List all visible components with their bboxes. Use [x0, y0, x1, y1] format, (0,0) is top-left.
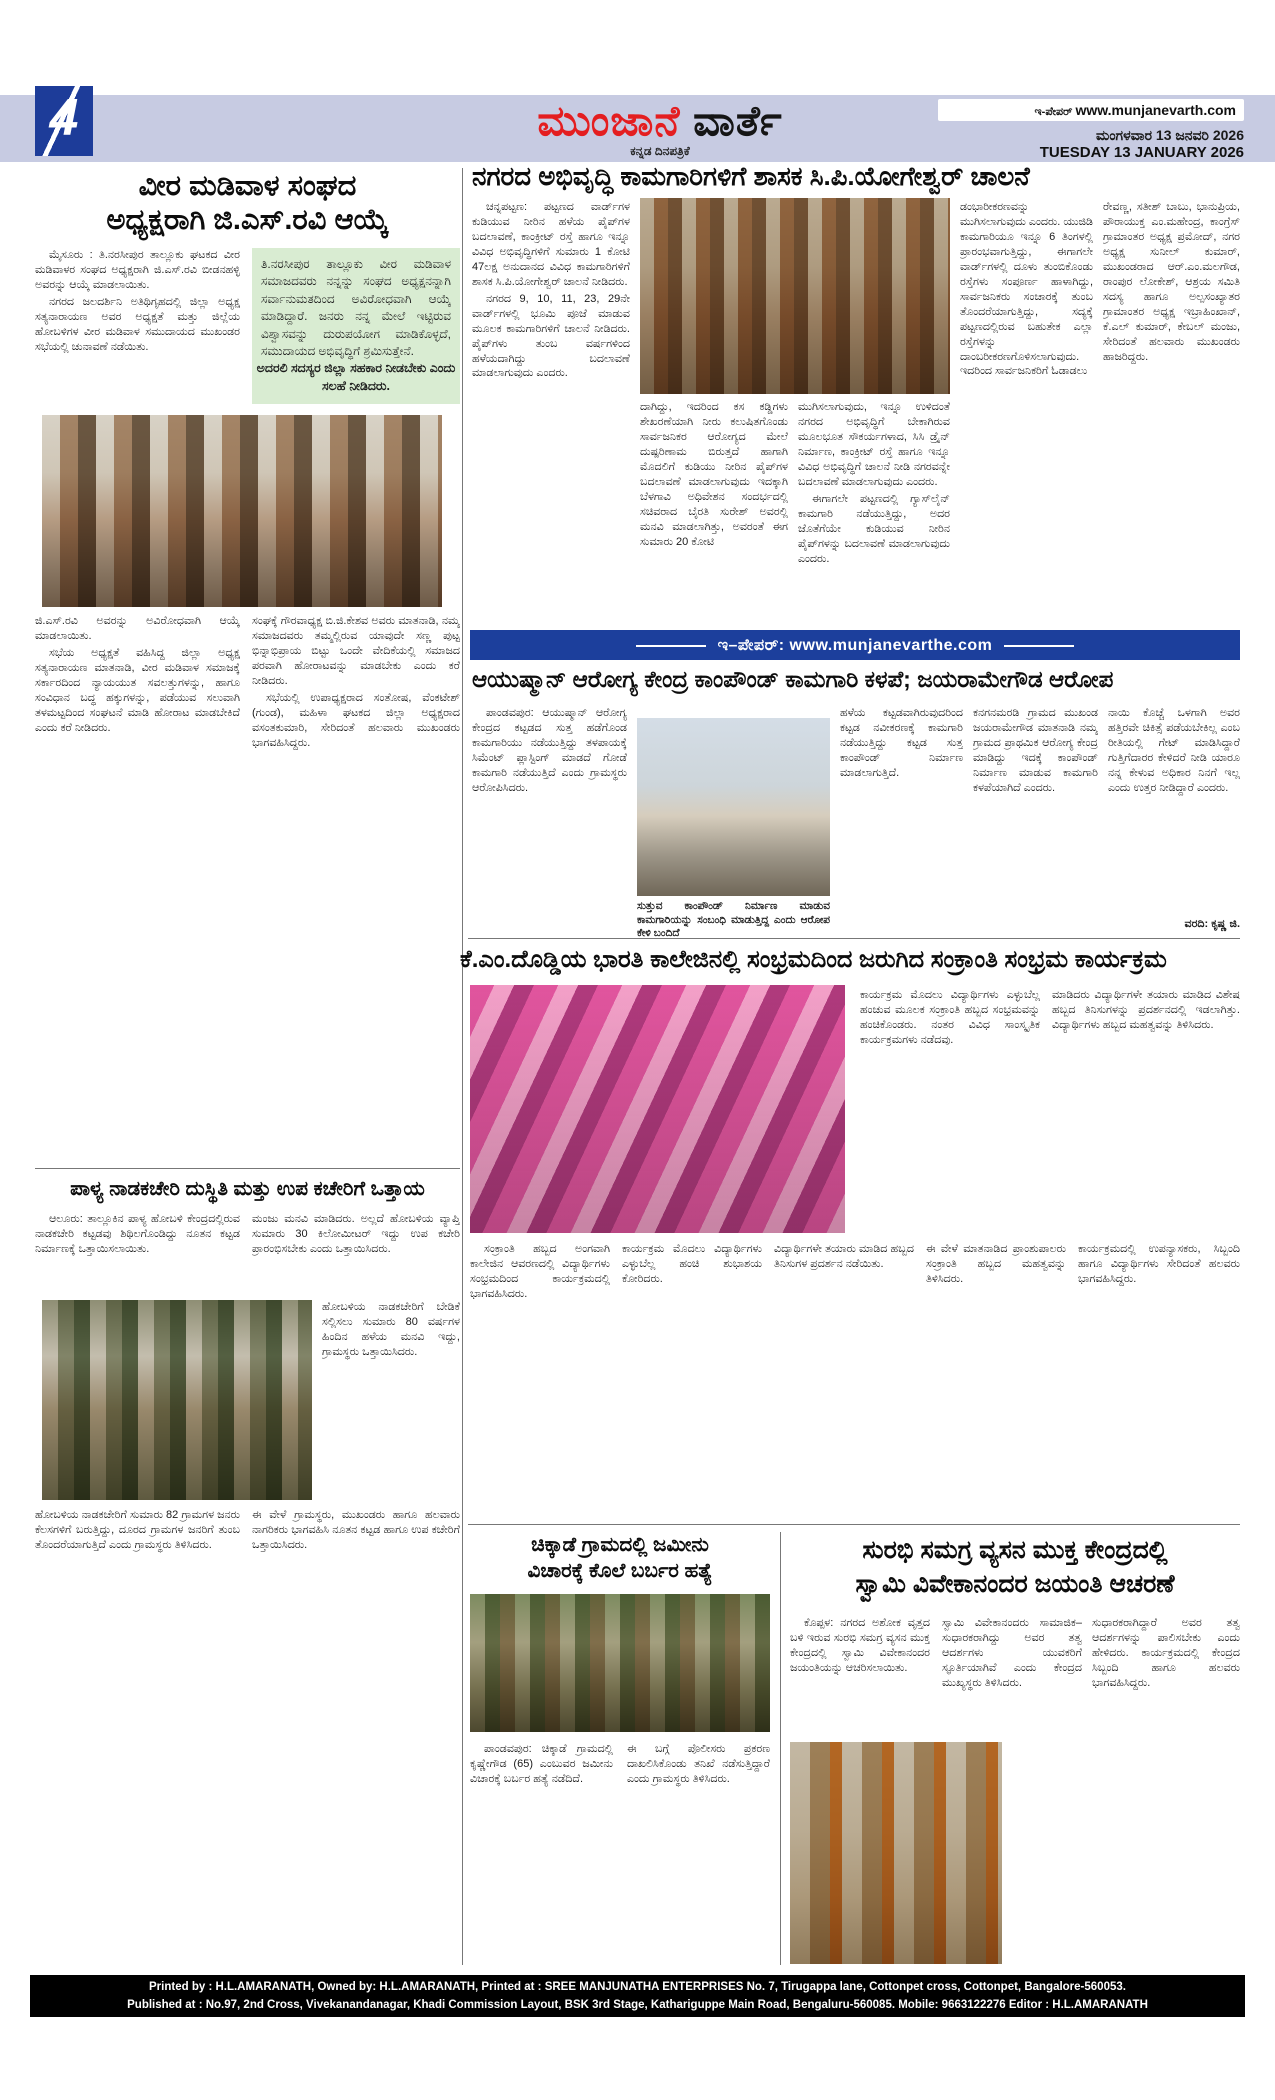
epaper-box	[938, 99, 1244, 121]
imprint-line-2: Published at : No.97, 2nd Cross, Vivekanandanagar, Khadi Commission Layout, BSK 3rd Stage, Kathariguppe Main Road, Bengaluru-560085. Mobile: 9663122276 Editor : H.L.AMARANATH	[127, 1999, 1148, 2011]
date-kannada: ಮಂಗಳವಾರ 13 ಜನವರಿ 2026	[1096, 127, 1244, 143]
palya-column-2: ಮಂಜು ಮನವಿ ಮಾಡಿದರು. ಅಲ್ಲದೆ ಹೋಬಳಿಯ ವ್ಯಾಪ್ತಿ ಸುಮಾರು 30 ಕಿಲೋಮೀಟರ್ ಇದ್ದು ಉಪ ಕಚೇರಿ ಪ್ರಾರಂಭಿಸಬೇಕು ಎಂದು ಒತ್ತಾಯಿಸಿದರು.	[252, 1213, 460, 1255]
yogeshwar-headline: ನಗರದ ಅಭಿವೃದ್ಧಿ ಕಾಮಗಾರಿಗಳಿಗೆ ಶಾಸಕ ಸಿ.ಪಿ.ಯೋಗೇಶ್ವರ್ ಚಾಲನೆ	[472, 161, 1030, 191]
banner-rule-right	[1004, 645, 1074, 647]
ayushman-byline: ವರದಿ: ಕೃಷ್ಣ ಜಿ.	[1184, 918, 1240, 930]
chikkade-crowd-photo	[470, 1594, 770, 1732]
ayushman-photo-caption: ಸುತ್ತುವ ಕಾಂಪೌಂಡ್ ನಿರ್ಮಾಣ ಮಾಡುವ ಕಾಮಗಾರಿಯನ್ನು ಸಂಬಂಧಿ ಮಾಡುತ್ತಿದ್ದ ಎಂದು ಆರೋಪ ಕೇಳಿ ಬಂದಿದೆ	[637, 900, 830, 940]
palya-continuation-col-2: ಈ ವೇಳೆ ಗ್ರಾಮಸ್ಥರು, ಮುಖಂಡರು ಹಾಗೂ ಹಲವಾರು ನಾಗರಿಕರು ಭಾಗವಹಿಸಿ ನೂತನ ಕಟ್ಟಡ ಹಾಗೂ ಉಪ ಕಚೇರಿಗೆ ಒತ್ತಾಯಿಸಿದರು.	[252, 1509, 460, 1551]
yogeshwar-column-1: ಚನ್ನಪಟ್ಟಣ: ಪಟ್ಟಣದ ವಾರ್ಡ್‌ಗಳ ಕುಡಿಯುವ ನೀರಿನ ಹಳೆಯ ಪೈಪ್‌ಗಳ ಬದಲಾವಣೆ, ಕಾಂಕ್ರೀಟ್ ರಸ್ತೆ ಹಾಗೂ ಇನ್ನೂ ವಿವಿಧ ಅಭಿವೃದ್ಧಿಗಳಿಗೆ ಸುಮಾರು 1 ಕೋಟಿ 47ಲಕ್ಷ ಅನುದಾನದ ವಿವಿಧ ಕಾಮಗಾರಿಗಳಿಗೆ ಶಾಸಕ ಸಿ.ಪಿ.ಯೋಗೇಶ್ವರ್ ಚಾಲನೆ ನೀಡಿದರು. ನಗರದ 9, 10, 11, 23, 29ನೇ ವಾರ್ಡ್‌ಗಳಲ್ಲಿ ಭೂಮಿ ಪೂಜೆ ಮಾಡುವ ಮೂಲಕ ಕಾಮಗಾರಿಗಳಿಗೆ ಚಾಲನೆ ನೀಡಿದರು. ಪೈಪ್‌ಗಳು ತುಂಬ ವರ್ಷಗಳಿಂದ ಹಳೆಯದಾಗಿದ್ದು ಬದಲಾವಣೆ ಮಾಡಲಾಗುವುದು ಎಂದರು.	[472, 201, 630, 380]
divider-chikkade-surabhi	[780, 1532, 781, 1965]
palya-continuation-col-1: ಹೋಬಳಿಯ ನಾಡಕಚೇರಿಗೆ ಸುಮಾರು 82 ಗ್ರಾಮಗಳ ಜನರು ಕೆಲಸಗಳಿಗೆ ಬರುತ್ತಿದ್ದು, ದೂರದ ಗ್ರಾಮಗಳ ಜನರಿಗೆ ತುಂಬ ತೊಂದರೆಯಾಗುತ್ತಿದೆ ಎಂದು ಗ್ರಾಮಸ್ಥರು ತಿಳಿಸಿದರು.	[35, 1509, 240, 1551]
surabhi-headline-2: ಸ್ವಾಮಿ ವಿವೇಕಾನಂದರ ಜಯಂತಿ ಆಚರಣೆ	[855, 1570, 1175, 1598]
palya-headline: ಪಾಳ್ಯ ನಾಡಕಚೇರಿ ದುಸ್ಥಿತಿ ಮತ್ತು ಉಪ ಕಚೇರಿಗೆ ಒತ್ತಾಯ	[70, 1178, 425, 1200]
palya-column-beside-photo: ಹೋಬಳಿಯ ನಾಡಕಚೇರಿಗೆ ಬೇಡಿಕೆ ಸಲ್ಲಿಸಲು ಸುಮಾರು 80 ವರ್ಷಗಳ ಹಿಂದಿನ ಹಳೆಯ ಮನವಿ ಇದ್ದು, ಗ್ರಾಮಸ್ಥರು ಒತ್ತಾಯಿಸಿದರು.	[322, 1301, 460, 1358]
veera-headline-1: ವೀರ ಮಡಿವಾಳ ಸಂಘದ	[138, 170, 357, 202]
veera-continuation-col-2: ಸಂಘಕ್ಕೆ ಗೌರವಾಧ್ಯಕ್ಷ ಬಿ.ಜಿ.ಕೇಶವ ಅವರು ಮಾತನಾಡಿ, ನಮ್ಮ ಸಮಾಜದವರು ತಮ್ಮಲ್ಲಿರುವ ಯಾವುದೇ ಸಣ್ಣ ಪುಟ್ಟ ಭಿನ್ನಾಭಿಪ್ರಾಯ ಬಿಟ್ಟು ಒಂದೇ ವೇದಿಕೆಯಲ್ಲಿ ಸಮಾಜದ ಪರವಾಗಿ ಹೋರಾಟವನ್ನು ಮಾಡಬೇಕು ಎಂದು ಕರೆ ನೀಡಿದರು. ಸಭೆಯಲ್ಲಿ ಉಪಾಧ್ಯಕ್ಷರಾದ ಸಂತೋಷ, ವೆಂಕಟೇಶ್ (ಗುಂಡ), ಮಹಿಳಾ ಘಟಕದ ಜಿಲ್ಲಾ ಅಧ್ಯಕ್ಷರಾದ ವಸಂತಕುಮಾರಿ, ಸೇರಿದಂತೆ ಹಲವಾರು ಮುಖಂಡರು ಭಾಗವಹಿಸಿದ್ದರು.	[252, 615, 460, 749]
epaper-banner-text: ಇ–ಪೇಪರ್: www.munjanevarthe.com	[717, 637, 993, 654]
banner-rule-left	[636, 645, 706, 647]
surabhi-column-3: ಸುಧಾರಕರಾಗಿದ್ದಾರೆ ಅವರ ತತ್ವ ಆದರ್ಶಗಳನ್ನು ಪಾಲಿಸಬೇಕು ಎಂದು ಹೇಳಿದರು. ಕಾರ್ಯಕ್ರಮದಲ್ಲಿ ಕೇಂದ್ರದ ಸಿಬ್ಬಂದಿ ಹಾಗೂ ಹಲವರು ಭಾಗವಹಿಸಿದ್ದರು.	[1092, 1617, 1240, 1689]
chikkade-headline-2: ವಿಚಾರಕ್ಕೆ ಕೊಲೆ ಬರ್ಬರ ಹತ್ಯೆ	[527, 1560, 713, 1582]
ayushman-column-1: ಪಾಂಡವಪುರ: ಆಯುಷ್ಮಾನ್ ಆರೋಗ್ಯ ಕೇಂದ್ರದ ಕಟ್ಟಡದ ಸುತ್ತ ಹಡೆಗೊಂಡ ಕಾಮಗಾರಿಯು ನಡೆಯುತ್ತಿದ್ದು ತಳಪಾಯಕ್ಕೆ ಸಿಮೆಂಟ್ ಪ್ಲಾಸ್ಟಿಂಗ್ ಮಾಡದೆ ಗೋಡೆ ಕಾಮಗಾರಿ ನಡೆಯುತ್ತಿದೆ ಎಂದು ಗ್ರಾಮಸ್ಥರು ಆರೋಪಿಸಿದರು.	[472, 707, 627, 794]
kmdoddi-column-r2: ಮಾಡಿದರು ವಿದ್ಯಾರ್ಥಿಗಳೇ ತಯಾರು ಮಾಡಿದ ವಿಶೇಷ ಹಬ್ಬದ ತಿನಿಸುಗಳನ್ನು ಪ್ರದರ್ಶನದಲ್ಲಿ ಇಡಲಾಗಿತ್ತು. ವಿದ್ಯಾರ್ಥಿಗಳು ಹಬ್ಬದ ಮಹತ್ವವನ್ನು ತಿಳಿಸಿದರು.	[1052, 989, 1240, 1031]
ayushman-building-photo	[637, 718, 830, 896]
ayushman-headline: ಆಯುಷ್ಮಾನ್ ಆರೋಗ್ಯ ಕೇಂದ್ರ ಕಾಂಪೌಂಡ್ ಕಾಮಗಾರಿ ಕಳಪೆ; ಜಯರಾಮೇಗೌಡ ಆರೋಪ	[472, 666, 1114, 692]
date-english: TUESDAY 13 JANUARY 2026	[1039, 144, 1244, 161]
palya-crowd-photo	[42, 1300, 312, 1500]
imprint-line-1: Printed by : H.L.AMARANATH, Owned by: H.L.AMARANATH, Printed at : SREE MANJUNATHA ENTERPRISES No. 7, Tirugappa lane, Cottonpet cross, Cottonpet, Bangalore-560053.	[149, 1980, 1126, 1993]
surabhi-gathering-photo	[790, 1742, 1002, 1964]
divider-left-right	[462, 168, 463, 1965]
epaper-banner	[470, 630, 1240, 660]
kmdoddi-festival-photo	[470, 985, 845, 1233]
yogeshwar-column-3: ಮುಗಿಸಲಾಗುವುದು, ಇನ್ನೂ ಉಳಿದಂತೆ ನಗರದ ಅಭಿವೃದ್ಧಿಗೆ ಬೇಕಾಗಿರುವ ಮೂಲಭೂತ ಸೌಕರ್ಯಗಳಾದ, ಸಿಸಿ ಡ್ರೈನ್ ನಿರ್ಮಾಣ, ಕಾಂಕ್ರೀಟ್ ರಸ್ತೆ ಹಾಗೂ ಇನ್ನೂ ವಿವಿಧ ಅಭಿವೃದ್ಧಿಗೆ ಚಾಲನೆ ನೀಡಿ ನಗರವನ್ನೇ ಬದಲಾವಣೆ ಮಾಡಲಾಗುವುದು ಎಂದರು. ಈಗಾಗಲೇ ಪಟ್ಟಣದಲ್ಲಿ ಗ್ಯಾಸ್‌ಲೈನ್ ಕಾಮಗಾರಿ ನಡೆಯುತ್ತಿದ್ದು, ಅದರ ಜೊತೆಗೆಯೇ ಕುಡಿಯುವ ನೀರಿನ ಪೈಪ್‌ಗಳನ್ನು ಬದಲಾವಣೆ ಮಾಡಲಾಗುವುದು ಎಂದರು.	[798, 401, 950, 565]
yogeshwar-column-5: ರೇವಣ್ಣ, ಸತೀಶ್ ಬಾಬು, ಭಾನುಪ್ರಿಯ, ಪೌರಾಯುಕ್ತ ಎಂ.ಮಹೇಂದ್ರ, ಕಾಂಗ್ರೆಸ್ ಗ್ರಾಮಾಂತರ ಅಧ್ಯಕ್ಷ ಪ್ರಮೋದ್, ನಗರ ಅಧ್ಯಕ್ಷ ಸುನೀಲ್ ಕುಮಾರ್, ಮುಖಂಡರಾದ ಆರ್.ಎಂ.ಮಲಗೌಡ, ರಾಂಪುರ ಲೋಕೇಶ್, ಆಶ್ರಯ ಸಮಿತಿ ಸದಸ್ಯ ಹಾಗೂ ಅಲ್ಪಸಂಖ್ಯಾತರ ಗ್ರಾಮಾಂತರ ಅಧ್ಯಕ್ಷ ಇಬ್ರಾಹಿಂಖಾನ್, ಕೆ.ಎಲ್ ಕುಮಾರ್, ಕೇಬಲ್ ಮಂಜು, ಸೇರಿದಂತೆ ಹಲವಾರು ಮುಖಂಡರು ಹಾಜರಿದ್ದರು.	[1103, 201, 1240, 363]
ayushman-column-3: ಹಳೆಯ ಕಟ್ಟಡವಾಗಿರುವುದರಿಂದ ಕಟ್ಟಡ ನವೀಕರಣಕ್ಕೆ ಕಾಮಗಾರಿ ನಡೆಯುತ್ತಿದ್ದು ಕಟ್ಟಡ ಸುತ್ತ ಕಾಂಪೌಂಡ್ ನಿರ್ಮಾಣ ಮಾಡಲಾಗುತ್ತಿದೆ.	[840, 707, 963, 779]
masthead-title-red: ಮುಂಜಾನೆ	[537, 97, 681, 144]
chikkade-column-1: ಪಾಂಡವಪುರ: ಚಿಕ್ಕಾಡೆ ಗ್ರಾಮದಲ್ಲಿ ಕೃಷ್ಣೇಗೌಡ (65) ಎಂಬುವರ ಜಮೀನು ವಿಚಾರಕ್ಕೆ ಬರ್ಬರ ಹತ್ಯೆ ನಡೆದಿದೆ.	[470, 1743, 613, 1785]
divider-above-bottom	[468, 1524, 1240, 1525]
veera-subhead: ಅದರಲಿ ಸದಸ್ಯರ ಜಿಲ್ಲಾ ಸಹಕಾರ ನೀಡಬೇಕು ಎಂದು ಸಲಹೆ ನೀಡಿದರು.	[256, 361, 456, 393]
palya-column-1: ಆಲೂರು: ತಾಲ್ಲೂಕಿನ ಪಾಳ್ಯ ಹೋಬಳಿ ಕೇಂದ್ರದಲ್ಲಿರುವ ನಾಡಕಚೇರಿ ಕಟ್ಟಡವು ಶಿಥಿಲಗೊಂಡಿದ್ದು ನೂತನ ಕಟ್ಟಡ ನಿರ್ಮಾಣಕ್ಕೆ ಒತ್ತಾಯಿಸಲಾಯಿತು.	[35, 1213, 240, 1255]
ayushman-column-4: ಕನಗನಮರಡಿ ಗ್ರಾಮದ ಮುಖಂಡ ಜಯರಾಮೇಗೌಡ ಮಾತನಾಡಿ ನಮ್ಮ ಗ್ರಾಮದ ಪ್ರಾಥಮಿಕ ಆರೋಗ್ಯ ಕೇಂದ್ರ ಮಾಡಿದ್ದು ಇದಕ್ಕೆ ಕಾಂಪೌಂಡ್ ನಿರ್ಮಾಣ ಮಾಡುವ ಕಾಮಗಾರಿ ಕಳಪೆಯಾಗಿದೆ ಎಂದರು.	[973, 707, 1098, 794]
veera-group-photo	[42, 415, 442, 607]
veera-headline-2: ಅಧ್ಯಕ್ಷರಾಗಿ ಜಿ.ಎಸ್.ರವಿ ಆಯ್ಕೆ	[106, 204, 389, 236]
chikkade-headline-1: ಚಿಕ್ಕಾಡೆ ಗ್ರಾಮದಲ್ಲಿ ಜಮೀನು	[531, 1534, 709, 1556]
kmdoddi-column-b1: ಸಂಕ್ರಾಂತಿ ಹಬ್ಬದ ಅಂಗವಾಗಿ ಕಾಲೇಜಿನ ಆವರಣದಲ್ಲಿ ವಿದ್ಯಾರ್ಥಿಗಳು ಸಂಭ್ರಮದಿಂದ ಕಾರ್ಯಕ್ರಮದಲ್ಲಿ ಭಾಗವಹಿಸಿದರು.	[470, 1243, 610, 1300]
masthead-title-black: ವಾರ್ತೆ	[680, 97, 783, 144]
kmdoddi-column-b2: ಕಾರ್ಯಕ್ರಮ ಮೊದಲು ವಿದ್ಯಾರ್ಥಿಗಳು ಎಳ್ಳುಬೆಲ್ಲ ಹಂಚಿ ಶುಭಾಶಯ ಕೋರಿದರು.	[622, 1243, 762, 1285]
ayushman-column-5: ನಾಯಿ ಕೊಚ್ಚೆ ಒಳಗಾಗಿ ಅವರ ಹತ್ತಿರವೇ ಚಿಕಿತ್ಸೆ ಪಡೆಯಬೇಕಿಲ್ಲ ಎಂಬ ರೀತಿಯಲ್ಲಿ ಗೇಟ್ ಮಾಡಿಸಿದ್ದಾರೆ ಗುತ್ತಿಗೆದಾರರ ಕೇಳಿದರೆ ನೀಡಿ ಯಾರೂ ನನ್ನ ಕೇಳುವ ಅಧಿಕಾರ ನಿನಗೆ ಇಲ್ಲ ಎಂದು ಉತ್ತರ ನೀಡಿದ್ದಾರೆ ಎಂದರು.	[1108, 707, 1240, 794]
imprint-footer	[30, 1975, 1245, 2017]
yogeshwar-photo	[640, 198, 950, 394]
kmdoddi-headline: ಕೆ.ಎಂ.ದೊಡ್ಡಿಯ ಭಾರತಿ ಕಾಲೇಜಿನಲ್ಲಿ ಸಂಭ್ರಮದಿಂದ ಜರುಗಿದ ಸಂಕ್ರಾಂತಿ ಸಂಭ್ರಮ ಕಾರ್ಯಕ್ರಮ	[460, 946, 1167, 973]
divider-above-palya	[35, 1168, 460, 1169]
yogeshwar-column-2: ದಾಗಿದ್ದು, ಇದರಿಂದ ಕಸ ಕಡ್ಡಿಗಳು ಶೇಖರಣೆಯಾಗಿ ನೀರು ಕಲುಷಿತಗೊಂಡು ಸಾರ್ವಜನಿಕರ ಆರೋಗ್ಯದ ಮೇಲೆ ದುಷ್ಪರಿಣಾಮ ಬಿರುತ್ತದೆ ಹಾಗಾಗಿ ಮೊದಲಿಗೆ ಕುಡಿಯು ನೀರಿನ ಪೈಪ್‌ಗಳ ಬದಲಾವಣೆ ಮಾಡಲಾಗುವುದು ಇದಕ್ಕಾಗಿ ಬೆಳಗಾವಿ ಅಧಿವೇಶನ ಸಂದರ್ಭದಲ್ಲಿ ಸಚಿವರಾದ ಬೈರತಿ ಸುರೇಶ್ ಅವರಲ್ಲಿ ಮನವಿ ಮಾಡಲಾಗಿತ್ತು, ಅವರಂತೆ ಈಗ ಸುಮಾರು 20 ಕೋಟಿ	[640, 401, 788, 548]
kmdoddi-column-b5: ಕಾರ್ಯಕ್ರಮದಲ್ಲಿ ಉಪನ್ಯಾಸಕರು, ಸಿಬ್ಬಂದಿ ಹಾಗೂ ವಿದ್ಯಾರ್ಥಿಗಳು ಸೇರಿದಂತೆ ಹಲವರು ಭಾಗವಹಿಸಿದ್ದರು.	[1078, 1243, 1240, 1285]
epaper-label: ಇ-ಪೇಪರ್	[1034, 106, 1076, 118]
veera-quote-box: ತಿ.ನರಸೀಪುರ ತಾಲ್ಲೂಕು ವೀರ ಮಡಿವಾಳ ಸಮಾಜದವರು ನನ್ನನ್ನು ಸಂಘದ ಅಧ್ಯಕ್ಷನನ್ನಾಗಿ ಸರ್ವಾನುಮತದಿಂದ ಅವಿರೋಧವಾಗಿ ಆಯ್ಕೆ ಮಾಡಿದ್ದಾರೆ. ಜನರು ನನ್ನ ಮೇಲೆ ಇಟ್ಟಿರುವ ವಿಶ್ವಾಸವನ್ನು ದುರುಪಯೋಗ ಮಾಡಿಕೊಳ್ಳದೆ, ಸಮುದಾಯದ ಅಭಿವೃದ್ಧಿಗೆ ಶ್ರಮಿಸುತ್ತೇನೆ.	[252, 248, 460, 404]
chikkade-column-2: ಈ ಬಗ್ಗೆ ಪೊಲೀಸರು ಪ್ರಕರಣ ದಾಖಲಿಸಿಕೊಂಡು ತನಿಖೆ ನಡೆಸುತ್ತಿದ್ದಾರೆ ಎಂದು ಗ್ರಾಮಸ್ಥರು ತಿಳಿಸಿದರು.	[627, 1743, 770, 1785]
page-number-box	[35, 86, 93, 156]
kmdoddi-column-b3: ವಿದ್ಯಾರ್ಥಿಗಳೇ ತಯಾರು ಮಾಡಿದ ಹಬ್ಬದ ತಿನಿಸುಗಳ ಪ್ರದರ್ಶನ ನಡೆಯಿತು.	[774, 1243, 914, 1270]
surabhi-column-1: ಕೊಪ್ಪಳ: ನಗರದ ಅಶೋಕ ವೃತ್ತದ ಬಳಿ ಇರುವ ಸುರಭಿ ಸಮಗ್ರ ವ್ಯಸನ ಮುಕ್ತ ಕೇಂದ್ರದಲ್ಲಿ ಸ್ವಾಮಿ ವಿವೇಕಾನಂದರ ಜಯಂತಿಯನ್ನು ಆಚರಿಸಲಾಯಿತು.	[790, 1617, 930, 1674]
kmdoddi-column-b4: ಈ ವೇಳೆ ಮಾತನಾಡಿದ ಪ್ರಾಂಶುಪಾಲರು ಸಂಕ್ರಾಂತಿ ಹಬ್ಬದ ಮಹತ್ವವನ್ನು ತಿಳಿಸಿದರು.	[926, 1243, 1066, 1285]
veera-column-1: ಮೈಸೂರು : ತಿ.ನರಸೀಪುರ ತಾಲ್ಲೂಕು ಘಟಕದ ವೀರ ಮಡಿವಾಳರ ಸಂಘದ ಅಧ್ಯಕ್ಷರಾಗಿ ಜಿ.ಎಸ್.ರವಿ ಬೀಡನಹಳ್ಳಿ ಅವರನ್ನು ಆಯ್ಕೆ ಮಾಡಲಾಯಿತು. ನಗರದ ಜಲದರ್ಶಿನಿ ಅತಿಥಿಗೃಹದಲ್ಲಿ ಜಿಲ್ಲಾ ಅಧ್ಯಕ್ಷ ಸತ್ಯನಾರಾಯಣ ಅವರ ಅಧ್ಯಕ್ಷತೆ ಮತ್ತು ಜಿಲ್ಲೆಯ ಹೋಬಳಿಗಳ ವೀರ ಮಡಿವಾಳ ಸಮುದಾಯದ ಮುಖಂಡರ ಸಭೆಯಲ್ಲಿ ಚುನಾವಣೆ ನಡೆಯಿತು.	[35, 249, 240, 353]
masthead-title	[400, 97, 920, 146]
epaper-url: www.munjanevarth.com	[1075, 102, 1236, 118]
veera-continuation-col-1: ಜಿ.ಎಸ್.ರವಿ ಅವರನ್ನು ಅವಿರೋಧವಾಗಿ ಆಯ್ಕೆ ಮಾಡಲಾಯಿತು. ಸಭೆಯ ಅಧ್ಯಕ್ಷತೆ ವಹಿಸಿದ್ದ ಜಿಲ್ಲಾ ಅಧ್ಯಕ್ಷ ಸತ್ಯನಾರಾಯಣ ಮಾತನಾಡಿ, ವೀರ ಮಡಿವಾಳ ಸಮಾಜಕ್ಕೆ ಸರ್ಕಾರದಿಂದ ನ್ಯಾಯಯುತ ಸವಲತ್ತುಗಳನ್ನು, ಹಾಗೂ ಸಂವಿಧಾನ ಬದ್ಧ ಹಕ್ಕುಗಳನ್ನು, ಪಡೆಯುವ ಸಲುವಾಗಿ ತಳಮಟ್ಟದಿಂದ ಸಂಘಟನೆ ಮಾಡಿ ಹೋರಾಟ ಮಾಡಬೇಕಿದೆ ಎಂದು ಕರೆ ನೀಡಿದರು.	[35, 615, 240, 734]
kmdoddi-column-r1: ಕಾರ್ಯಕ್ರಮ ಮೊದಲು ವಿದ್ಯಾರ್ಥಿಗಳು ಎಳ್ಳುಬೆಲ್ಲ ಹಂಚುವ ಮೂಲಕ ಸಂಕ್ರಾಂತಿ ಹಬ್ಬದ ಸಂಭ್ರಮವನ್ನು ಹಂಚಿಕೊಂಡರು. ನಂತರ ವಿವಿಧ ಸಾಂಸ್ಕೃತಿಕ ಕಾರ್ಯಕ್ರಮಗಳು ನಡೆದವು.	[860, 989, 1040, 1046]
surabhi-column-2: ಸ್ವಾಮಿ ವಿವೇಕಾನಂದರು ಸಾಮಾಜಿಕ– ಸುಧಾರಕರಾಗಿದ್ದು ಅವರ ತತ್ವ ಆದರ್ಶಗಳು ಯುವಕರಿಗೆ ಸ್ಫೂರ್ತಿಯಾಗಿವೆ ಎಂದು ಕೇಂದ್ರದ ಮುಖ್ಯಸ್ಥರು ತಿಳಿಸಿದರು.	[942, 1617, 1082, 1689]
surabhi-headline-1: ಸುರಭಿ ಸಮಗ್ರ ವ್ಯಸನ ಮುಕ್ತ ಕೇಂದ್ರದಲ್ಲಿ	[862, 1536, 1168, 1564]
yogeshwar-column-4: ಡಂಭಾರೀಕರಣವನ್ನು ಮುಗಿಸಲಾಗುವುದು ಎಂದರು. ಯುಜಿಡಿ ಕಾಮಗಾರಿಯೂ ಇನ್ನೂ 6 ತಿಂಗಳಲ್ಲಿ ಪ್ರಾರಂಭವಾಗುತ್ತಿದ್ದು, ಈಗಾಗಲೇ ವಾರ್ಡ್‌ಗಳಲ್ಲಿ ದೂಳು ತುಂಬಿಕೊಂಡು ರಸ್ತೆಗಳು ಸಂಪೂರ್ಣ ಹಾಳಾಗಿದ್ದು, ಸಾರ್ವಜನಿಕರು ಸಂಚಾರಕ್ಕೆ ತುಂಬ ತೊಂದರೆಯಾಗುತ್ತಿದ್ದು, ಸದ್ಯಕ್ಕೆ ಪಟ್ಟಣದಲ್ಲಿರುವ ಬಹುತೇಕ ಎಲ್ಲಾ ರಸ್ತೆಗಳನ್ನು ದಾಂಬರೀಕರಣಗೊಳಿಸಲಾಗುವುದು. ಇದರಿಂದ ಸಾರ್ವಜನಿಕರಿಗೆ ಓಡಾಡಲು	[960, 201, 1093, 378]
masthead-subtitle: ಕನ್ನಡ ದಿನಪತ್ರಿಕೆ	[630, 144, 690, 158]
page-number: 4	[49, 89, 79, 147]
